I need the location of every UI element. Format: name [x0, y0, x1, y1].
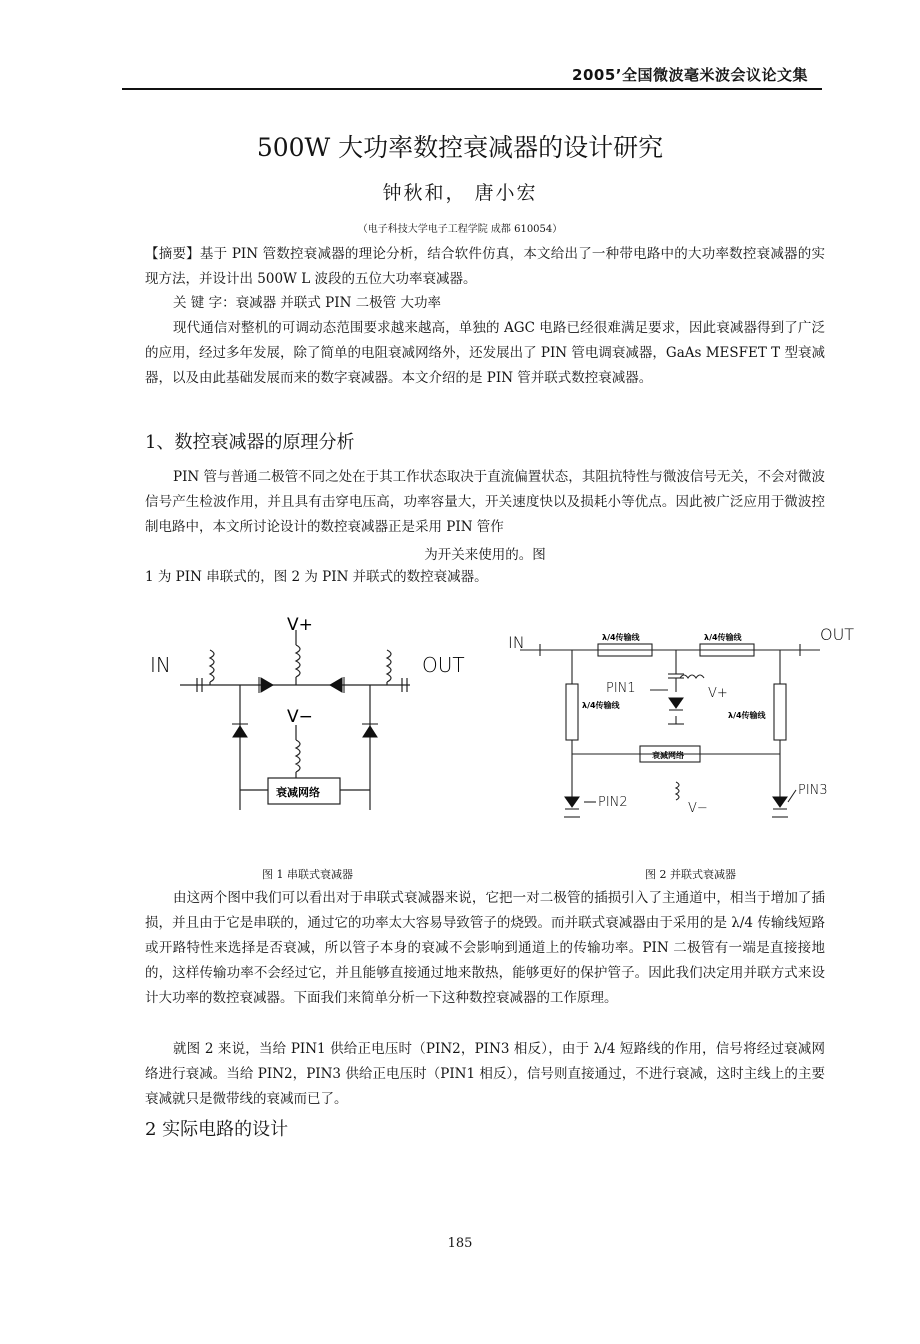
intro-paragraph: 现代通信对整机的可调动态范围要求越来越高，单独的 AGC 电路已经很难满足要求，因此衰减器得到了广泛的应用，经过多年发展，除了简单的电阻衰减网络外，还发展出了 PIN 管电调衰减器，GaAs MESFET T 型衰减器，以及由此基础发展而来的数字衰减器。本文介绍的是 PIN 管并联式数控衰减器。 — [145, 320, 825, 386]
fig1-out-label: OUT — [422, 653, 465, 677]
figure-2-caption: 图 2 并联式衰减器 — [645, 868, 736, 881]
affiliation: （电子科技大学电子工程学院 成都 610054） — [357, 224, 563, 235]
fig2-in-label: IN — [508, 633, 525, 652]
figure-2-shunt-attenuator — [500, 612, 860, 832]
body-paragraph-3: 就图 2 来说，当给 PIN1 供给正电压时（PIN2，PIN3 相反），由于 λ/4 短路线的作用，信号将经过衰减网络进行衰减。当给 PIN2，PIN3 供给正电压时（PIN1 相反），信号则直接通过，不进行衰减，这时主线上的主要衰减就只是微带线的衰减而已了。 — [145, 1041, 825, 1107]
fig2-network-label: 衰减网络 — [652, 751, 684, 760]
fig2-tline-2-label: λ/4传输线 — [704, 633, 742, 642]
header-rule — [122, 88, 822, 90]
abstract — [145, 242, 825, 292]
page-number: 185 — [447, 1236, 473, 1251]
fig2-out-label: OUT — [820, 625, 855, 644]
section-1-continued: 为开关来使用的。图 — [424, 547, 546, 563]
paper-title: 500W 大功率数控衰减器的设计研究 — [256, 133, 664, 162]
figure-1-caption: 图 1 串联式衰减器 — [262, 868, 353, 881]
section-1-end: 1 为 PIN 串联式的，图 2 为 PIN 并联式的数控衰减器。 — [145, 569, 488, 585]
authors: 钟秋和， 唐小宏 — [382, 182, 538, 204]
section-1-paragraph: PIN 管与普通二极管不同之处在于其工作状态取决于直流偏置状态，其阻抗特性与微波信号无关，不会对微波信号产生检波作用，并且具有击穿电压高，功率容量大，开关速度快以及损耗小等优点。因此被广泛应用于微波控制电路中，本文所讨论设计的数控衰减器正是采用 PIN 管作 — [145, 469, 825, 535]
journal-header: 2005’全国微波毫米波会议论文集 — [572, 66, 808, 84]
fig1-vminus-label: V− — [287, 707, 313, 727]
keywords: 关 键 字：衰减器 并联式 PIN 二极管 大功率 — [173, 295, 441, 311]
fig2-tline-4-label: λ/4传输线 — [728, 711, 766, 720]
abstract-label: 【摘要】 — [145, 246, 200, 262]
fig1-in-label: IN — [150, 653, 171, 677]
fig2-tline-1-label: λ/4传输线 — [602, 633, 640, 642]
abstract-text: 基于 PIN 管数控衰减器的理论分析，结合软件仿真，本文给出了一种带电路中的大功率数控衰减器的实现方法，并设计出 500W L 波段的五位大功率衰减器。 — [145, 246, 825, 287]
fig1-vplus-label: V+ — [287, 615, 313, 635]
fig2-vminus-label: V− — [688, 801, 708, 816]
fig2-pin1-label: PIN1 — [606, 681, 636, 696]
fig2-vplus-label: V+ — [708, 686, 728, 701]
fig2-pin2-label: PIN2 — [598, 795, 628, 810]
fig1-network-label: 衰减网络 — [276, 786, 320, 799]
fig2-tline-3-label: λ/4传输线 — [582, 701, 620, 710]
section-1-heading: 1、数控衰减器的原理分析 — [145, 432, 355, 453]
figure-1-series-attenuator — [140, 600, 480, 840]
fig2-pin3-label: PIN3 — [798, 783, 828, 798]
body-paragraph-2: 由这两个图中我们可以看出对于串联式衰减器来说，它把一对二极管的插损引入了主通道中，相当于增加了插损，并且由于它是串联的，通过它的功率太大容易导致管子的烧毁。而并联式衰减器由于采用的是 λ/4 传输线短路或开路特性来选择是否衰减，所以管子本身的衰减不会影响到通道上的传输功率。PIN 二极管有一端是直接接地的，这样传输功率不会经过它，并且能够直接通过地来散热，能够更好的保护管子。因此我们决定用并联方式来设计大功率的数控衰减器。下面我们来简单分析一下这种数控衰减器的工作原理。 — [145, 890, 825, 1006]
section-2-heading: 2 实际电路的设计 — [145, 1119, 289, 1140]
